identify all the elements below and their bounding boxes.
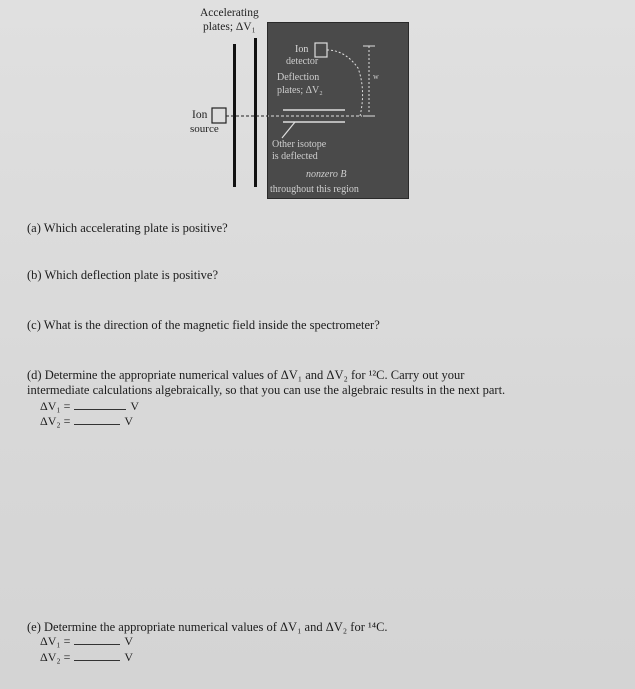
e-dv2-label: ΔV₂ = xyxy=(40,650,71,664)
question-d-line1: (d) Determine the appropriate numerical values of ΔV₁ and ΔV₂ for ¹²C. Carry out your xyxy=(27,368,465,382)
deflection-plates-label-2: plates; ΔV₂ xyxy=(277,85,323,96)
ion-path-curve xyxy=(327,50,363,116)
question-a: (a) Which accelerating plate is positive? xyxy=(27,221,228,235)
answer-d-dv2 xyxy=(40,414,133,428)
ion-source-box xyxy=(212,108,226,123)
dv2-blank[interactable] xyxy=(74,414,120,425)
ion-source-label-2: source xyxy=(190,123,219,135)
nonzero-b-label: nonzero B xyxy=(306,169,347,180)
dv1-label: ΔV₁ = xyxy=(40,399,71,413)
question-c: (c) What is the direction of the magnetic field inside the spectrometer? xyxy=(27,318,380,332)
e-dv1-blank[interactable] xyxy=(74,634,120,645)
answer-d-dv1 xyxy=(40,399,139,413)
ion-detector-label-2: detector xyxy=(286,56,319,67)
other-isotope-label: Other isotope xyxy=(272,139,327,150)
diagram-lines xyxy=(0,0,635,205)
dv2-unit: V xyxy=(124,414,134,428)
e-dv2-unit: V xyxy=(124,650,134,664)
ion-detector-label: Ion xyxy=(295,44,309,55)
ion-detector-box xyxy=(315,43,327,57)
dv1-unit: V xyxy=(130,399,140,413)
deflection-plates-label: Deflection xyxy=(277,72,320,83)
dv1-blank[interactable] xyxy=(74,399,126,410)
question-d-line2: intermediate calculations algebraically, so that you can use the algebraic results in the next part. xyxy=(27,383,506,397)
answer-e-dv2 xyxy=(40,650,133,664)
question-e-line1: (e) Determine the appropriate numerical values of ΔV₁ and ΔV₂ for ¹⁴C. xyxy=(27,620,388,634)
throughout-region-label: throughout this region xyxy=(270,184,359,195)
e-dv1-label: ΔV₁ = xyxy=(40,634,71,648)
spectrometer-diagram xyxy=(0,0,635,205)
dv2-label: ΔV₂ = xyxy=(40,414,71,428)
accelerating-plates-label: Accelerating xyxy=(200,7,259,19)
question-b: (b) Which deflection plate is positive? xyxy=(27,268,219,282)
w-label: w xyxy=(373,72,379,81)
e-dv1-unit: V xyxy=(124,634,134,648)
ion-source-label: Ion xyxy=(192,109,208,121)
answer-e-dv1 xyxy=(40,634,133,648)
e-dv2-blank[interactable] xyxy=(74,650,120,661)
deflected-isotope-line xyxy=(282,122,295,138)
other-isotope-label-2: is deflected xyxy=(272,151,318,162)
accelerating-plates-label-2: plates; ΔV₁ xyxy=(203,21,256,33)
